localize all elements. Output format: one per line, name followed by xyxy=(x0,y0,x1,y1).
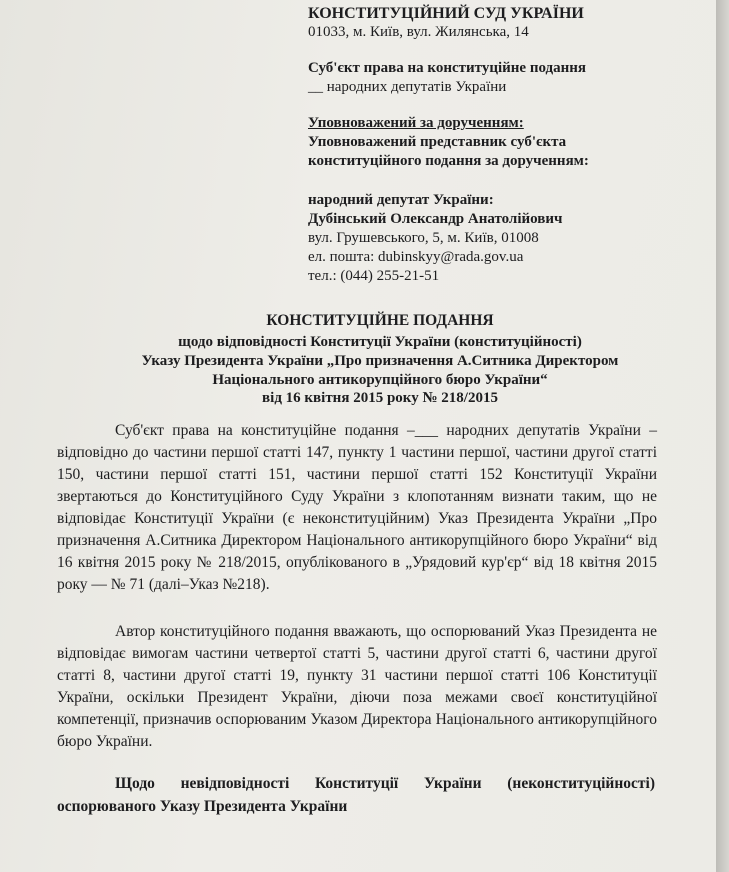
title-line-1: щодо відповідності Конституції України (конституційності) xyxy=(178,334,582,350)
representative-line2: конституційного подання за дорученням: xyxy=(308,153,589,169)
court-address: 01033, м. Київ, вул. Жилянська, 14 xyxy=(308,24,529,40)
court-name: КОНСТИТУЦІЙНИЙ СУД УКРАЇНИ xyxy=(308,5,584,22)
addressee-block xyxy=(308,4,708,286)
representative-address: вул. Грушевського, 5, м. Київ, 01008 xyxy=(308,230,539,246)
subject-value: __ народних депутатів України xyxy=(308,79,507,95)
document-title: КОНСТИТУЦІЙНЕ ПОДАННЯ xyxy=(266,312,494,329)
subject-label: Суб'єкт права на конституційне подання xyxy=(308,60,587,76)
representative-position: народний депутат України: xyxy=(308,192,494,208)
body-paragraph-2: Автор конституційного подання вважають, що оспорюваний Указ Президента не відповідає вимогам частини четвертої статті 5, частини другої статті 6, частини другої статті 8, частини другої статті 19, пункту 31 частини першої статті 106 Конституції України, оскільки Президент України, діючи поза межами своєї конституційної компетенції, призначив оспорюваним Указом Директора Національного антикорупційного бюро України. xyxy=(57,623,657,750)
page-edge xyxy=(716,0,729,872)
title-line-2: Указу Президента України „Про призначення А.Ситника Директором xyxy=(141,353,619,369)
representative-name: Дубінський Олександр Анатолійович xyxy=(308,211,563,227)
body-paragraph-1: Суб'єкт права на конституційне подання –___ народних депутатів України – відповідно до частини першої статті 147, пункту 1 частини першої, частини другої статті 150, частини першої статті 151, частини першої статті 152 Конституції України звертаються до Конституційного Суду України з клопотанням визнати таким, що не відповідає Конституції України (є неконституційним) Указ Президента України „Про призначення А.Ситника Директором Національного антикорупційного бюро України“ від 16 квітня 2015 року № 218/2015, опублікованого в „Урядовий кур'єр“ від 18 квітня 2015 року — № 71 (далі–Указ №218). xyxy=(57,422,657,593)
representative-phone: тел.: (044) 255-21-51 xyxy=(308,268,440,284)
title-line-3: Національного антикорупційного бюро України“ xyxy=(212,372,548,388)
section-heading: Щодо невідповідності Конституції України (неконституційності) оспорюваного Указу Президента України xyxy=(57,775,655,815)
representative-line1: Уповноважений представник суб'єкта xyxy=(308,134,567,150)
representative-heading: Уповноважений за дорученням: xyxy=(308,115,524,131)
representative-email: ел. пошта: dubinskyy@rada.gov.ua xyxy=(308,249,524,265)
title-line-4: від 16 квітня 2015 року № 218/2015 xyxy=(262,390,498,406)
